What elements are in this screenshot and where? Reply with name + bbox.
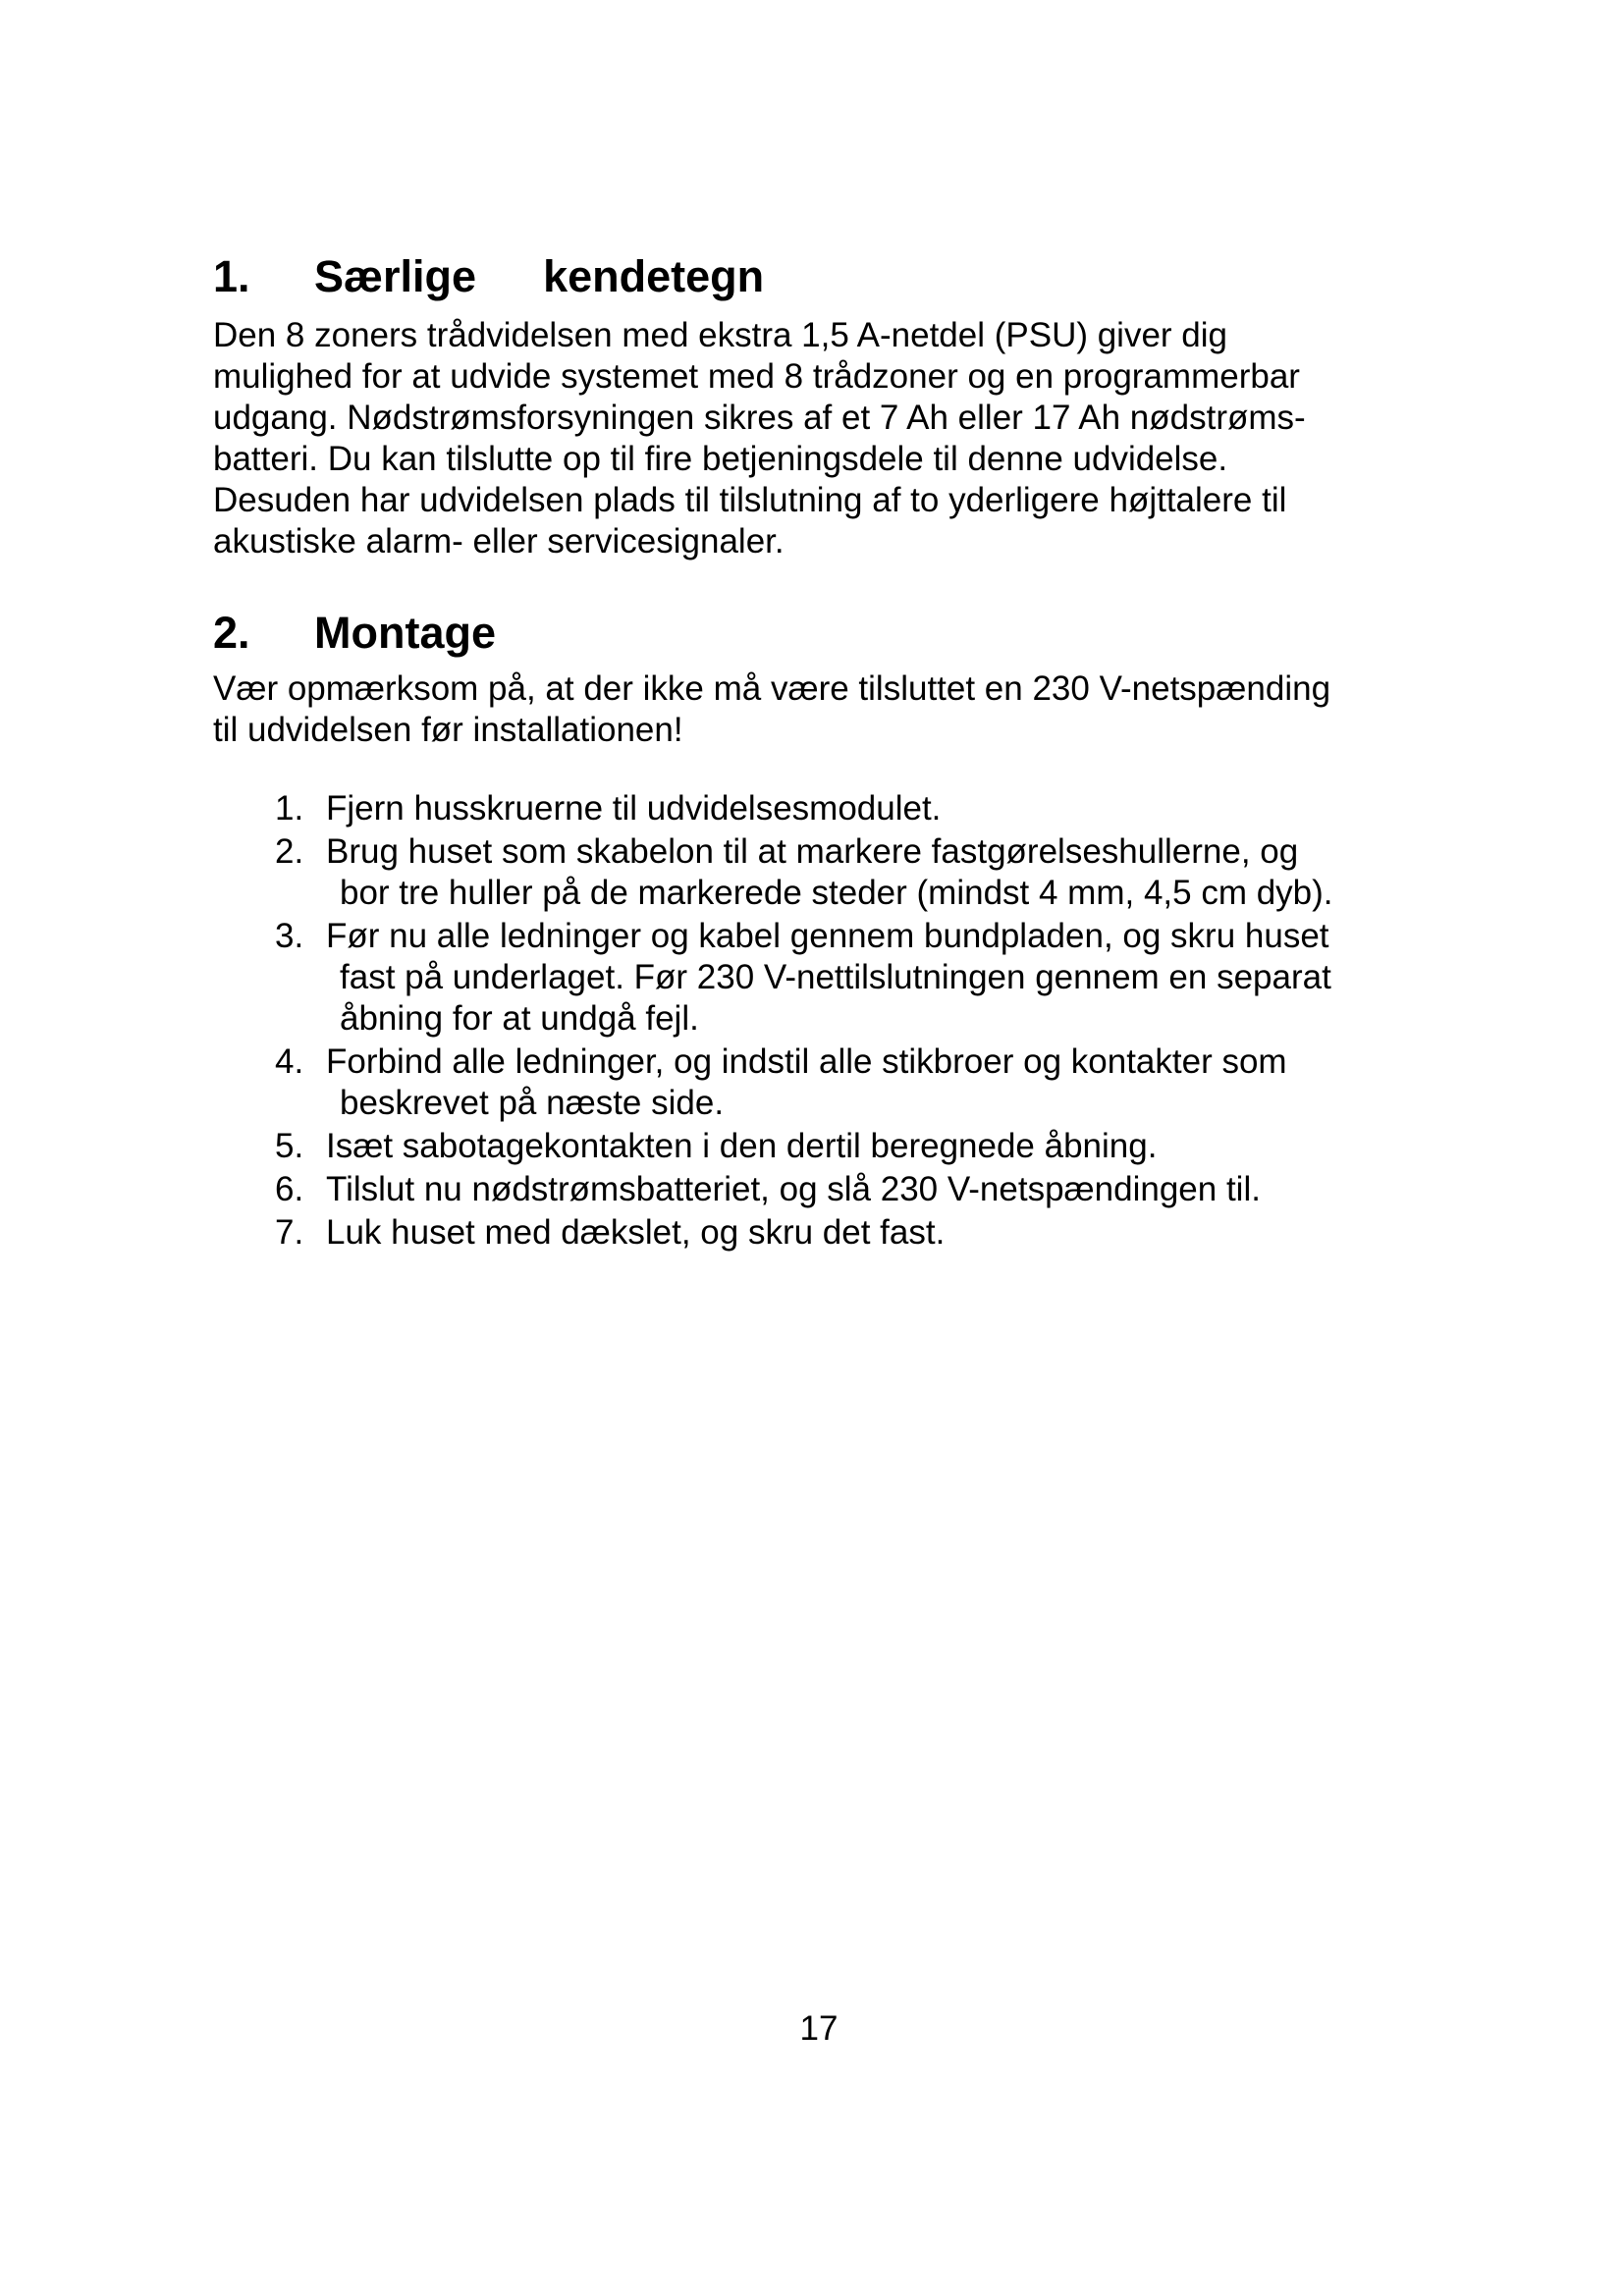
- step-text-continuation: beskrevet på næste side.: [340, 1084, 725, 1122]
- paragraph-line: batteri. Du kan tilslutte op til fire betjeningsdele til denne udvidelse.: [213, 440, 1228, 478]
- step-item: [275, 788, 1333, 829]
- section-2-title: Montage: [314, 608, 496, 658]
- section-1-title-part2: kendetegn: [543, 251, 765, 301]
- paragraph-line: Vær opmærksom på, at der ikke må være tilsluttet en 230 V-netspænding: [213, 669, 1331, 708]
- section-1-title-part1: Særlige: [314, 251, 477, 301]
- step-text: Brug huset som skabelon til at markere fastgørelseshullerne, og: [326, 832, 1299, 871]
- page-number: 17: [799, 2009, 839, 2048]
- paragraph-line: Den 8 zoners trådvidelsen med ekstra 1,5 A-netdel (PSU) giver dig: [213, 316, 1228, 354]
- step-item: [275, 1212, 1333, 1254]
- step-text: Før nu alle ledninger og kabel gennem bundpladen, og skru huset: [326, 917, 1329, 955]
- section-2-heading: [213, 608, 496, 659]
- paragraph-line: til udvidelsen før installationen!: [213, 711, 683, 749]
- step-item: [275, 1041, 1333, 1124]
- step-item: [275, 916, 1333, 1040]
- step-item: [275, 1126, 1333, 1167]
- montage-steps-list: [275, 788, 1333, 1255]
- paragraph-line: Desuden har udvidelsen plads til tilslutning af to yderligere højttalere til: [213, 481, 1287, 519]
- section-2-warning: [213, 668, 1330, 751]
- step-text: Tilslut nu nødstrømsbatteriet, og slå 230 V-netspændingen til.: [326, 1170, 1261, 1208]
- step-number: 4.: [275, 1042, 304, 1081]
- step-text: Forbind alle ledninger, og indstil alle stikbroer og kontakter som: [326, 1042, 1287, 1081]
- step-text-continuation: åbning for at undgå fejl.: [340, 999, 699, 1038]
- step-text-continuation: bor tre huller på de markerede steder (mindst 4 mm, 4,5 cm dyb).: [340, 874, 1333, 912]
- section-1-number: 1.: [213, 251, 250, 301]
- step-number: 2.: [275, 832, 304, 871]
- step-number: 7.: [275, 1213, 304, 1252]
- step-number: 3.: [275, 917, 304, 955]
- section-1-heading: [213, 251, 764, 302]
- step-text-continuation: fast på underlaget. Før 230 V-nettilslutningen gennem en separat: [340, 958, 1331, 996]
- step-number: 6.: [275, 1170, 304, 1208]
- step-text: Fjern husskruerne til udvidelsesmodulet.: [326, 789, 942, 828]
- step-item: [275, 831, 1333, 914]
- paragraph-line: mulighed for at udvide systemet med 8 trådzoner og en programmerbar: [213, 357, 1300, 396]
- section-1-paragraph: [213, 315, 1306, 562]
- step-text: Isæt sabotagekontakten i den dertil beregnede åbning.: [326, 1127, 1158, 1165]
- paragraph-line: udgang. Nødstrømsforsyningen sikres af et 7 Ah eller 17 Ah nødstrøms-: [213, 399, 1306, 437]
- step-item: [275, 1169, 1333, 1210]
- step-number: 1.: [275, 789, 304, 828]
- section-2-number: 2.: [213, 608, 250, 658]
- step-number: 5.: [275, 1127, 304, 1165]
- step-text: Luk huset med dækslet, og skru det fast.: [326, 1213, 946, 1252]
- paragraph-line: akustiske alarm- eller servicesignaler.: [213, 522, 785, 561]
